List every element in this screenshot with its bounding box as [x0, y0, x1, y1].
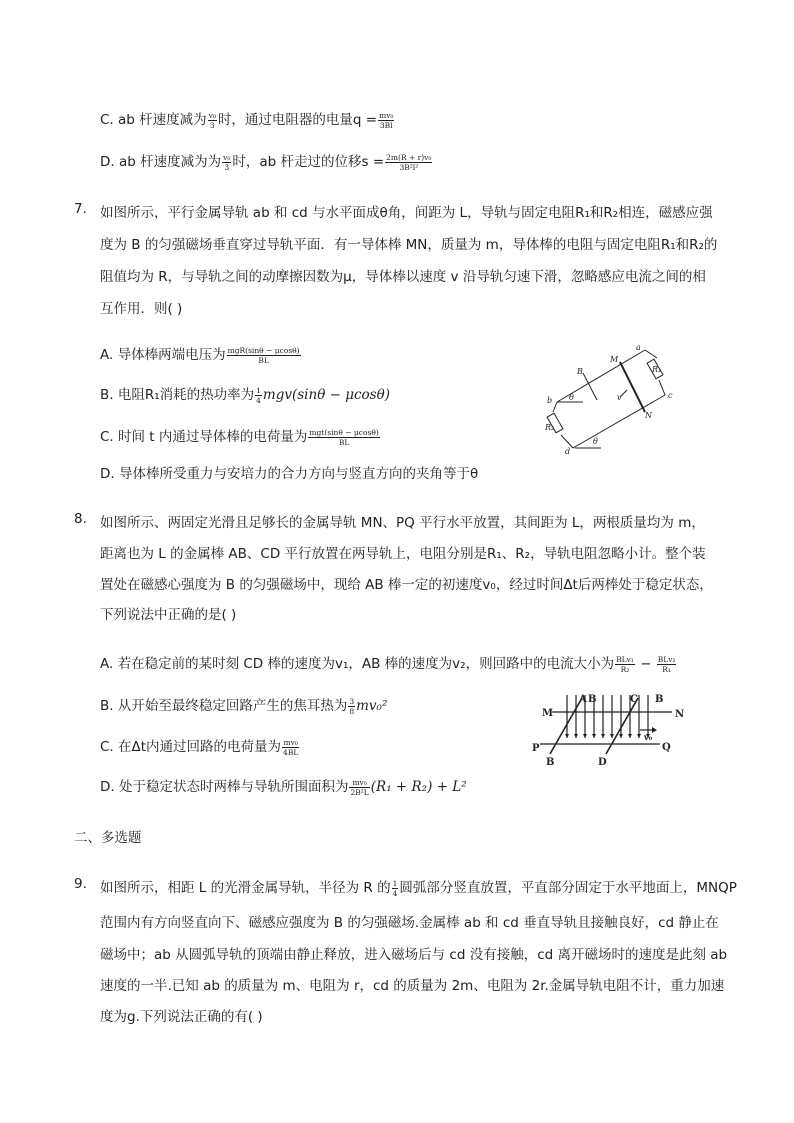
- q7-option-b-expr: mgv(sinθ − μcosθ): [262, 387, 391, 403]
- q6-option-c-fraction: $\frac{\text{v₀}}{3}$: [208, 110, 216, 130]
- q7-fig-label-b: b: [547, 396, 553, 405]
- q8-option-b-text: B. 从开始至最终稳定回路产生的焦耳热为: [100, 698, 348, 714]
- q9-number: 9.: [74, 876, 87, 892]
- q7-number: 7.: [74, 201, 87, 217]
- q8-fig-label-c: C: [630, 694, 638, 705]
- q8-fig-label-d: D: [598, 757, 607, 768]
- q9-stem-line-2: 范围内有方向竖直向下、磁感应强度为 B 的匀强磁场.金属棒 ab 和 cd 垂直导轨且接触良好，cd 静止在: [100, 915, 719, 931]
- q7-stem-line-2: 度为 B 的匀强磁场垂直穿过导轨平面．有一导体棒 MN，质量为 m，导体棒的电阻与固定电阻R₁和R₂的: [100, 237, 718, 253]
- q8-option-a-text: A. 若在稳定前的某时刻 CD 棒的速度为v₁，AB 棒的速度为v₂，则回路中的电流大小为: [100, 656, 615, 672]
- q8-fig-label-n: N: [675, 709, 685, 720]
- q8-stem-line-2: 距离也为 L 的金属棒 AB、CD 平行放置在两导轨上，电阻分别是R₁、R₂，导轨电阻忽略小计。整个装: [100, 546, 706, 562]
- q9-quarter-fraction: $\frac{1}{4}$: [392, 878, 398, 898]
- q8-fig-label-b-top: B: [655, 694, 664, 705]
- q7-fig-label-v: v: [617, 393, 622, 402]
- q8-option-c-text: C. 在Δt内通过回路的电荷量为: [100, 739, 282, 755]
- q8-option-a-fraction-2: $\frac{\text{BLv₂}}{\text{R₁}}$: [657, 654, 676, 674]
- section-title: 二、多选题: [74, 830, 142, 846]
- q8-option-d: [100, 775, 467, 797]
- q7-option-c: [100, 425, 381, 447]
- q8-fig-label-m: M: [542, 708, 554, 719]
- q8-number: 8.: [74, 511, 87, 527]
- q8-option-d-text: D. 处于稳定状态时两棒与导轨所围面积为: [100, 779, 349, 795]
- q8-option-c: [100, 735, 300, 757]
- q7-fig-label-theta-1: θ: [569, 393, 574, 402]
- q7-fig-label-theta-2: θ: [593, 437, 598, 446]
- q7-option-b: [100, 383, 390, 405]
- q8-option-d-fraction: $\frac{\text{mv₀}}{\text{2B²L}}$: [350, 777, 369, 797]
- q8-option-b-fraction: $\frac{3}{8}$: [349, 696, 355, 716]
- q6-option-d: [100, 150, 433, 172]
- q7-fig-label-m: M: [610, 355, 619, 364]
- q8-fig-label-q: Q: [662, 742, 671, 753]
- q9-stem-line-1: 如图所示，相距 L 的光滑金属导轨，半径为 R 的 $\frac{1}{4}$ 圆弧部分竖直放置，平直部分固定于水平地面上，MNQP: [100, 878, 737, 898]
- q9-stem-line-3: 磁场中；ab 从圆弧导轨的顶端由静止释放，进入磁场后与 cd 没有接触，cd 离开磁场时的速度是此刻 ab: [100, 947, 728, 963]
- q8-option-d-expr: (R₁ + R₂) + L²: [370, 779, 467, 795]
- q7-fig-label-b-field: B: [577, 367, 583, 376]
- q6-option-d-text: D. ab 杆速度减为为: [100, 154, 222, 170]
- q8-stem-line-4: 下列说法中正确的是( ): [100, 607, 237, 623]
- q7-fig-label-r2: R₂: [545, 423, 555, 432]
- q8-option-b: [100, 694, 387, 716]
- q7-fig-label-d: d: [565, 447, 571, 455]
- q7-option-a-text: A. 导体棒两端电压为: [100, 347, 226, 363]
- q8-fig-label-b-bottom: B: [546, 757, 555, 768]
- q8-option-a: [100, 652, 677, 674]
- q7-option-b-fraction: $\frac{1}{4}$: [256, 385, 261, 405]
- q7-fig-label-c: c: [668, 391, 673, 400]
- q7-fig-label-r1: R₁: [652, 365, 662, 374]
- q8-fig-label-a: A: [579, 694, 587, 705]
- q7-option-d: D. 导体棒所受重力与安培力的合力方向与竖直方向的夹角等于θ: [100, 466, 479, 482]
- q7-fig-label-n: N: [645, 411, 652, 420]
- q7-option-b-text: B. 电阻R₁消耗的热功率为: [100, 387, 255, 403]
- q7-stem-line-1: 如图所示，平行金属导轨 ab 和 cd 与水平面成θ角，间距为 L，导轨与固定电阻R₁和R₂相连，磁感应强: [100, 205, 713, 221]
- q6-option-d-mid: 时，ab 杆走过的位移s =: [232, 154, 385, 170]
- q6-option-d-rhs: $\frac{\text{2m(R + r)v₀}}{\text{3B²l²}}$: [386, 152, 432, 172]
- q6-option-c-text: C. ab 杆速度减为: [100, 112, 207, 128]
- q6-option-c-mid: 时，通过电阻器的电量q =: [217, 112, 378, 128]
- q7-option-a-fraction: $\frac{\text{mgR(sinθ − μcosθ)}}{BL}$: [227, 345, 300, 365]
- q6-option-c-rhs: $\frac{\text{mv₀}}{3Bl}$: [379, 110, 394, 130]
- q8-option-b-expr: mv₀²: [356, 698, 388, 714]
- q9-stem-line-4: 速度的一半.已知 ab 的质量为 m、电阻为 r，cd 的质量为 2m、电阻为 2r.金属导轨电阻不计，重力加速: [100, 978, 725, 994]
- q7-figure: [535, 340, 680, 455]
- q8-option-a-fraction-1: $\frac{\text{BLv₁}}{\text{R₂}}$: [616, 654, 634, 674]
- q9-stem-line-5: 度为g.下列说法正确的有( ): [100, 1009, 263, 1025]
- q8-option-a-minus: −: [635, 656, 656, 672]
- q6-option-c: [100, 108, 395, 130]
- q7-option-c-fraction: $\frac{\text{mgt(sinθ − μcosθ)}}{BL}$: [309, 427, 379, 447]
- q8-stem-line-3: 置处在磁感心强度为 B 的匀强磁场中，现给 AB 棒一定的初速度v₀，经过时间Δt后两棒处于稳定状态，: [100, 577, 713, 593]
- q8-stem-line-1: 如图所示、两固定光滑且足够长的金属导轨 MN、PQ 平行水平放置，其间距为 L，两根质量均为 m，: [100, 515, 705, 531]
- q8-option-c-fraction: $\frac{\text{mv₀}}{4BL}$: [283, 737, 299, 757]
- q7-fig-label-a: a: [636, 343, 641, 352]
- q6-option-d-fraction: $\frac{\text{v₀}}{3}$: [223, 152, 231, 172]
- q8-fig-label-b-rod: B: [588, 694, 597, 705]
- q7-option-a: [100, 343, 302, 365]
- q8-figure: [532, 690, 692, 770]
- q8-fig-label-v0: v₀: [644, 732, 653, 742]
- q8-fig-label-p: P: [532, 743, 540, 754]
- q7-option-c-text: C. 时间 t 内通过导体棒的电荷量为: [100, 429, 308, 445]
- q7-stem-line-3: 阻值均为 R，与导轨之间的动摩擦因数为μ，导体棒以速度 v 沿导轨匀速下滑，忽略感应电流之间的相: [100, 269, 706, 285]
- q7-stem-line-4: 互作用．则( ): [100, 301, 183, 317]
